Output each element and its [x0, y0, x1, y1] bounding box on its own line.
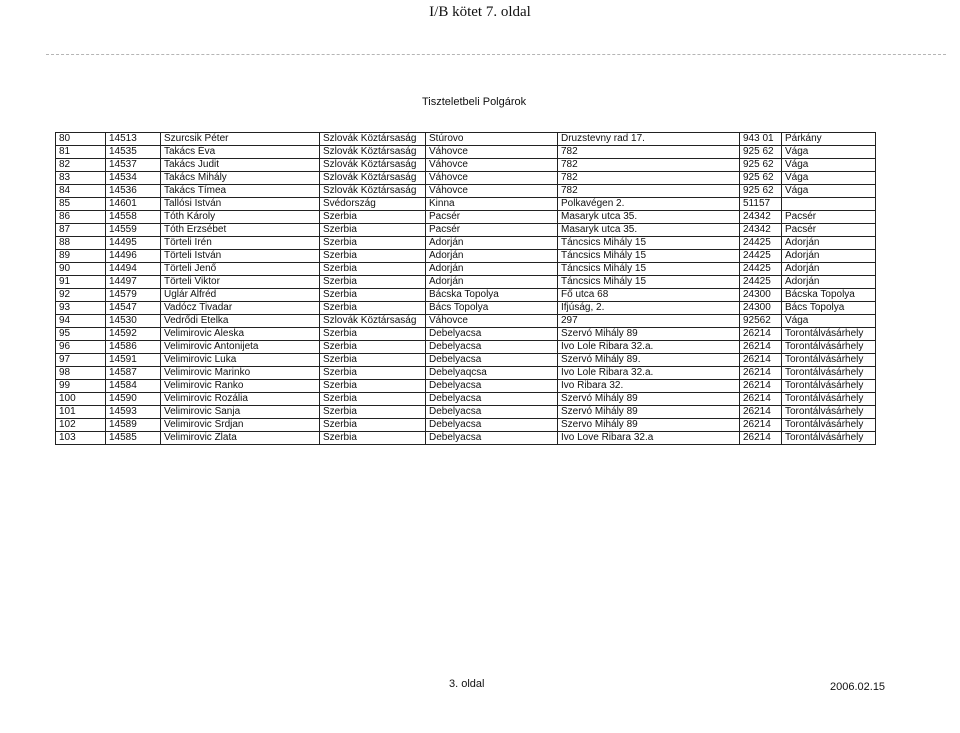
record-id-cell: 14584 [106, 380, 161, 393]
name-cell: Vedrődi Etelka [161, 315, 320, 328]
address-cell: Táncsics Mihály 15 [558, 276, 740, 289]
name-cell: Tóth Károly [161, 211, 320, 224]
settlement-cell: Torontálvásárhely [782, 419, 876, 432]
record-id-cell: 14586 [106, 341, 161, 354]
city-cell: Adorján [426, 263, 558, 276]
table-row [56, 328, 876, 341]
country-cell: Szerbia [320, 406, 426, 419]
name-cell: Velimirovic Aleska [161, 328, 320, 341]
city-cell: Stúrovo [426, 133, 558, 146]
table-row [56, 302, 876, 315]
record-id-cell: 14585 [106, 432, 161, 445]
citizens-table [55, 132, 876, 445]
settlement-cell: Vága [782, 146, 876, 159]
name-cell: Törteli István [161, 250, 320, 263]
row-number-cell: 81 [56, 146, 106, 159]
address-cell: 782 [558, 146, 740, 159]
table-body [56, 133, 876, 445]
row-number-cell: 83 [56, 172, 106, 185]
postal-code-cell: 24342 [740, 224, 782, 237]
table-row [56, 341, 876, 354]
settlement-cell: Adorján [782, 250, 876, 263]
row-number-cell: 96 [56, 341, 106, 354]
name-cell: Velimirovic Ranko [161, 380, 320, 393]
row-number-cell: 88 [56, 237, 106, 250]
city-cell: Debelyacsa [426, 328, 558, 341]
country-cell: Svédország [320, 198, 426, 211]
address-cell: 297 [558, 315, 740, 328]
row-number-cell: 102 [56, 419, 106, 432]
table-row [56, 406, 876, 419]
record-id-cell: 14536 [106, 185, 161, 198]
postal-code-cell: 925 62 [740, 159, 782, 172]
table-row [56, 393, 876, 406]
city-cell: Bácska Topolya [426, 289, 558, 302]
postal-code-cell: 92562 [740, 315, 782, 328]
city-cell: Pacsér [426, 224, 558, 237]
address-cell: Táncsics Mihály 15 [558, 263, 740, 276]
settlement-cell: Torontálvásárhely [782, 432, 876, 445]
record-id-cell: 14513 [106, 133, 161, 146]
row-number-cell: 97 [56, 354, 106, 367]
table-row [56, 159, 876, 172]
postal-code-cell: 925 62 [740, 172, 782, 185]
table-row [56, 237, 876, 250]
row-number-cell: 87 [56, 224, 106, 237]
name-cell: Törteli Irén [161, 237, 320, 250]
city-cell: Kinna [426, 198, 558, 211]
postal-code-cell: 26214 [740, 419, 782, 432]
record-id-cell: 14601 [106, 198, 161, 211]
name-cell: Vadócz Tivadar [161, 302, 320, 315]
record-id-cell: 14535 [106, 146, 161, 159]
row-number-cell: 100 [56, 393, 106, 406]
city-cell: Váhovce [426, 185, 558, 198]
postal-code-cell: 26214 [740, 328, 782, 341]
section-title: Tiszteletbeli Polgárok [422, 96, 527, 108]
record-id-cell: 14495 [106, 237, 161, 250]
settlement-cell [782, 198, 876, 211]
name-cell: Takács Judit [161, 159, 320, 172]
country-cell: Szerbia [320, 432, 426, 445]
address-cell: Szervó Mihály 89 [558, 406, 740, 419]
table-row [56, 367, 876, 380]
name-cell: Velimirovic Sanja [161, 406, 320, 419]
city-cell: Debelyacsa [426, 406, 558, 419]
settlement-cell: Vága [782, 172, 876, 185]
address-cell: Masaryk utca 35. [558, 224, 740, 237]
settlement-cell: Adorján [782, 263, 876, 276]
country-cell: Szlovák Köztársaság [320, 133, 426, 146]
postal-code-cell: 925 62 [740, 146, 782, 159]
name-cell: Takács Éva [161, 146, 320, 159]
table-row [56, 133, 876, 146]
postal-code-cell: 26214 [740, 341, 782, 354]
settlement-cell: Vága [782, 315, 876, 328]
country-cell: Szlovák Köztársaság [320, 159, 426, 172]
country-cell: Szerbia [320, 367, 426, 380]
address-cell: Polkavégen 2. [558, 198, 740, 211]
record-id-cell: 14593 [106, 406, 161, 419]
row-number-cell: 93 [56, 302, 106, 315]
row-number-cell: 103 [56, 432, 106, 445]
address-cell: Szervó Mihály 89 [558, 393, 740, 406]
address-cell: 782 [558, 159, 740, 172]
city-cell: Debelyacsa [426, 419, 558, 432]
row-number-cell: 86 [56, 211, 106, 224]
city-cell: Debelyaqcsa [426, 367, 558, 380]
settlement-cell: Torontálvásárhely [782, 406, 876, 419]
table-row [56, 172, 876, 185]
postal-code-cell: 24425 [740, 263, 782, 276]
country-cell: Szerbia [320, 328, 426, 341]
city-cell: Debelyacsa [426, 341, 558, 354]
city-cell: Debelyacsa [426, 380, 558, 393]
settlement-cell: Párkány [782, 133, 876, 146]
postal-code-cell: 24300 [740, 302, 782, 315]
country-cell: Szerbia [320, 224, 426, 237]
row-number-cell: 80 [56, 133, 106, 146]
address-cell: Ivo Lole Ribara 32.a. [558, 367, 740, 380]
address-cell: 782 [558, 172, 740, 185]
country-cell: Szerbia [320, 302, 426, 315]
postal-code-cell: 26214 [740, 354, 782, 367]
settlement-cell: Bács Topolya [782, 302, 876, 315]
row-number-cell: 84 [56, 185, 106, 198]
record-id-cell: 14587 [106, 367, 161, 380]
country-cell: Szerbia [320, 263, 426, 276]
address-cell: Táncsics Mihály 15 [558, 250, 740, 263]
postal-code-cell: 943 01 [740, 133, 782, 146]
country-cell: Szerbia [320, 289, 426, 302]
settlement-cell: Adorján [782, 276, 876, 289]
row-number-cell: 91 [56, 276, 106, 289]
city-cell: Váhovce [426, 146, 558, 159]
name-cell: Szurcsik Péter [161, 133, 320, 146]
name-cell: Velimirovic Srdjan [161, 419, 320, 432]
country-cell: Szlovák Köztársaság [320, 146, 426, 159]
address-cell: Ivo Lole Ribara 32.a. [558, 341, 740, 354]
country-cell: Szerbia [320, 354, 426, 367]
address-cell: Ivo Love Ribara 32.a [558, 432, 740, 445]
name-cell: Velimirovic Rozália [161, 393, 320, 406]
country-cell: Szlovák Köztársaság [320, 185, 426, 198]
record-id-cell: 14558 [106, 211, 161, 224]
postal-code-cell: 26214 [740, 432, 782, 445]
name-cell: Velimirovic Antonijeta [161, 341, 320, 354]
postal-code-cell: 51157 [740, 198, 782, 211]
settlement-cell: Bácska Topolya [782, 289, 876, 302]
city-cell: Debelyacsa [426, 354, 558, 367]
postal-code-cell: 26214 [740, 380, 782, 393]
table-row [56, 211, 876, 224]
row-number-cell: 98 [56, 367, 106, 380]
address-cell: Szervo Mihály 89 [558, 419, 740, 432]
city-cell: Debelyacsa [426, 393, 558, 406]
row-number-cell: 89 [56, 250, 106, 263]
table-row [56, 250, 876, 263]
table-row [56, 315, 876, 328]
row-number-cell: 99 [56, 380, 106, 393]
name-cell: Tallósi István [161, 198, 320, 211]
table-row [56, 146, 876, 159]
postal-code-cell: 925 62 [740, 185, 782, 198]
settlement-cell: Torontálvásárhely [782, 393, 876, 406]
record-id-cell: 14579 [106, 289, 161, 302]
record-id-cell: 14592 [106, 328, 161, 341]
address-cell: Szervó Mihály 89 [558, 328, 740, 341]
table-row [56, 185, 876, 198]
address-cell: 782 [558, 185, 740, 198]
table-row [56, 380, 876, 393]
country-cell: Szerbia [320, 250, 426, 263]
settlement-cell: Pacsér [782, 211, 876, 224]
settlement-cell: Torontálvásárhely [782, 328, 876, 341]
name-cell: Tóth Erzsébet [161, 224, 320, 237]
name-cell: Takács Tímea [161, 185, 320, 198]
record-id-cell: 14590 [106, 393, 161, 406]
record-id-cell: 14494 [106, 263, 161, 276]
address-cell: Masaryk utca 35. [558, 211, 740, 224]
city-cell: Adorján [426, 250, 558, 263]
row-number-cell: 94 [56, 315, 106, 328]
table-row [56, 276, 876, 289]
address-cell: Fő utca 68 [558, 289, 740, 302]
country-cell: Szerbia [320, 380, 426, 393]
name-cell: Velimirovic Zlata [161, 432, 320, 445]
address-cell: Ifjúság, 2. [558, 302, 740, 315]
address-cell: Ivo Ribara 32. [558, 380, 740, 393]
city-cell: Bács Topolya [426, 302, 558, 315]
country-cell: Szerbia [320, 237, 426, 250]
table-row [56, 224, 876, 237]
record-id-cell: 14547 [106, 302, 161, 315]
settlement-cell: Vága [782, 185, 876, 198]
country-cell: Szlovák Köztársaság [320, 315, 426, 328]
record-id-cell: 14530 [106, 315, 161, 328]
city-cell: Váhovce [426, 172, 558, 185]
postal-code-cell: 24425 [740, 237, 782, 250]
page-header: I/B kötet 7. oldal [429, 4, 531, 20]
header-divider [46, 54, 946, 55]
settlement-cell: Adorján [782, 237, 876, 250]
page-number: 3. oldal [449, 678, 485, 690]
row-number-cell: 82 [56, 159, 106, 172]
row-number-cell: 101 [56, 406, 106, 419]
postal-code-cell: 24300 [740, 289, 782, 302]
settlement-cell: Torontálvásárhely [782, 354, 876, 367]
record-id-cell: 14534 [106, 172, 161, 185]
postal-code-cell: 24425 [740, 250, 782, 263]
name-cell: Törteli Jenő [161, 263, 320, 276]
row-number-cell: 95 [56, 328, 106, 341]
postal-code-cell: 26214 [740, 406, 782, 419]
settlement-cell: Pacsér [782, 224, 876, 237]
postal-code-cell: 26214 [740, 393, 782, 406]
table-row [56, 198, 876, 211]
name-cell: Uglár Alfréd [161, 289, 320, 302]
record-id-cell: 14537 [106, 159, 161, 172]
name-cell: Velimirovic Marinko [161, 367, 320, 380]
address-cell: Szervó Mihály 89. [558, 354, 740, 367]
name-cell: Velimirovic Luka [161, 354, 320, 367]
row-number-cell: 92 [56, 289, 106, 302]
country-cell: Szerbia [320, 393, 426, 406]
record-id-cell: 14496 [106, 250, 161, 263]
settlement-cell: Torontálvásárhely [782, 367, 876, 380]
table-row [56, 419, 876, 432]
settlement-cell: Torontálvásárhely [782, 341, 876, 354]
name-cell: Törteli Viktor [161, 276, 320, 289]
country-cell: Szerbia [320, 419, 426, 432]
country-cell: Szlovák Köztársaság [320, 172, 426, 185]
record-id-cell: 14559 [106, 224, 161, 237]
address-cell: Druzstevny rad 17. [558, 133, 740, 146]
table-row [56, 289, 876, 302]
postal-code-cell: 24342 [740, 211, 782, 224]
row-number-cell: 90 [56, 263, 106, 276]
name-cell: Takács Mihály [161, 172, 320, 185]
city-cell: Váhovce [426, 315, 558, 328]
address-cell: Táncsics Mihály 15 [558, 237, 740, 250]
settlement-cell: Torontálvásárhely [782, 380, 876, 393]
city-cell: Adorján [426, 276, 558, 289]
record-id-cell: 14497 [106, 276, 161, 289]
postal-code-cell: 24425 [740, 276, 782, 289]
record-id-cell: 14591 [106, 354, 161, 367]
country-cell: Szerbia [320, 211, 426, 224]
row-number-cell: 85 [56, 198, 106, 211]
city-cell: Adorján [426, 237, 558, 250]
postal-code-cell: 26214 [740, 367, 782, 380]
country-cell: Szerbia [320, 341, 426, 354]
page-date: 2006.02.15 [830, 681, 886, 693]
settlement-cell: Vága [782, 159, 876, 172]
city-cell: Pacsér [426, 211, 558, 224]
table-row [56, 354, 876, 367]
country-cell: Szerbia [320, 276, 426, 289]
table-row [56, 432, 876, 445]
record-id-cell: 14589 [106, 419, 161, 432]
city-cell: Váhovce [426, 159, 558, 172]
table-row [56, 263, 876, 276]
city-cell: Debelyacsa [426, 432, 558, 445]
